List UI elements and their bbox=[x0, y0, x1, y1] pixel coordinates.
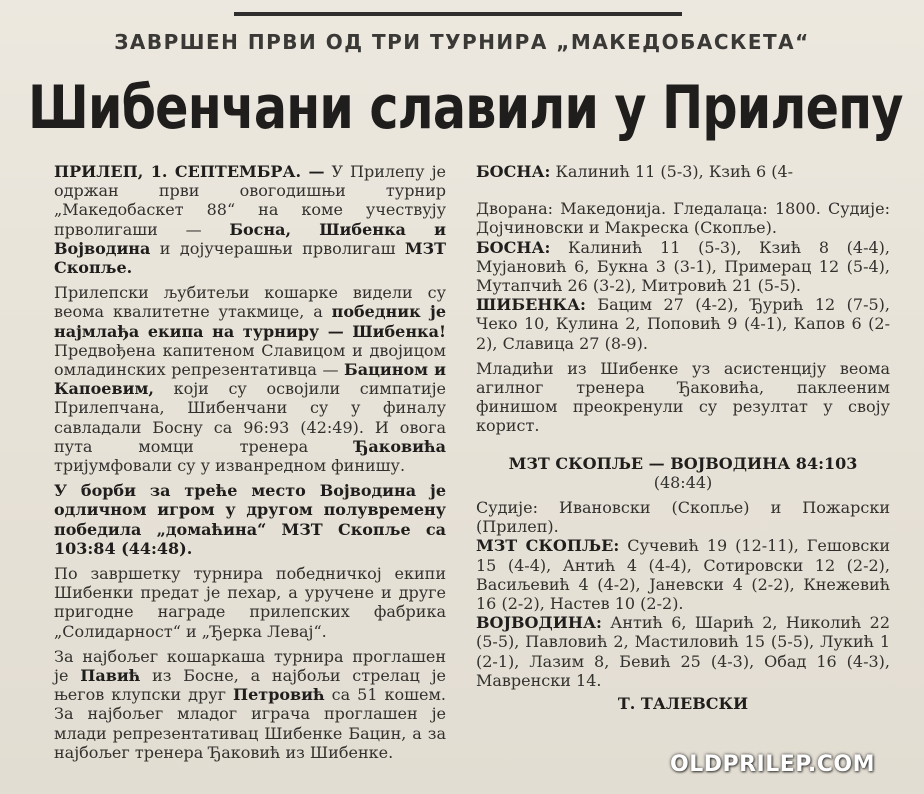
paragraph-final bbox=[54, 283, 446, 475]
paragraph-best-players bbox=[54, 647, 446, 762]
final-last: тријумфовали су у изванредном финишу. bbox=[54, 456, 406, 476]
mzt-players: Сучевић 19 (12-11), Гешовски 15 (4-4), Антић 4 (4-4), Сотировски 12 (2-2), Васиљевић 4 (4-2), Јаневски 4 (2-2), Кнежевић 16 (2-2), Настев 10 (2-2). bbox=[476, 536, 891, 614]
box-top-line bbox=[476, 162, 890, 181]
bosna-players: Калинић 11 (5-3), Кзић 8 (4-4), Мујановић 6, Букна 3 (3-1), Примерац 12 (5-4), Мутапчић 26 (3-2), Митровић 21 (5-5). bbox=[476, 237, 890, 296]
sibenka-team: ШИБЕНКА: bbox=[476, 295, 586, 315]
paragraph-third-place: У борби за треће место Војводина је одличном игром у другом полувремену победила „домаћина“ МЗТ Скопље са 103:84 (44:48). bbox=[54, 481, 446, 558]
bosna-team: БОСНА: bbox=[476, 237, 551, 257]
final-winner: победник је најмлађа екипа на турниру — Шибенка! bbox=[54, 302, 446, 341]
venue-info: Дворана: Македонија. Гледалаца: 1800. Судије: Дојчиновски и Макреска (Скопље). bbox=[476, 199, 890, 238]
right-column bbox=[476, 162, 890, 713]
final-coach: Ђаковића bbox=[354, 436, 446, 456]
box-bosna bbox=[476, 238, 890, 296]
box-mzt bbox=[476, 536, 890, 613]
sibenka-players: Бацим 27 (4-2), Ђурић 12 (7-5), Чеко 10, Кулина 2, Поповић 9 (4-1), Капов 6 (2-2), Славица 27 (8-9). bbox=[476, 295, 890, 353]
box-sibenka bbox=[476, 295, 890, 353]
game1-note: Младићи из Шибенке уз асистенцију веома агилног тренера Ђаковића, паклееним финишом преокренули су резултат у своју корист. bbox=[476, 358, 890, 436]
intro-teams: Босна, Шибенка и Војводина bbox=[54, 219, 446, 258]
best-c: из Босне, а најбољи стрелац је његов клупски друг bbox=[54, 666, 447, 705]
article-headline: Шибенчани славили у Прилепу bbox=[28, 73, 903, 143]
left-column bbox=[54, 162, 446, 762]
dateline: ПРИЛЕП, 1. СЕПТЕМБРА. — bbox=[54, 162, 325, 181]
byline: Т. ТАЛЕВСКИ bbox=[617, 694, 749, 714]
box-vojvodina bbox=[476, 613, 890, 690]
top-rule bbox=[234, 12, 682, 16]
best-e: са 51 кошем. За најбољег младог играча проглашен је млади репрезентативац Шибенке Бацин, а за најбољег тренера Ђаковић из Шибенке. bbox=[54, 685, 447, 762]
paragraph-intro bbox=[54, 162, 446, 277]
best-a: За најбољег кошаркаша турнира проглашен је bbox=[54, 646, 446, 686]
game2-halftime: (48:44) bbox=[653, 472, 713, 492]
top-rest: Калинић 11 (5-3), Кзић 6 (4- bbox=[550, 162, 794, 181]
intro-team4: МЗТ Скопље. bbox=[54, 238, 446, 278]
best-player: Павић bbox=[80, 666, 141, 686]
site-watermark: OLDPRILEP.COM bbox=[670, 752, 875, 777]
final-end: који су освојили симпатије Прилепчана, Шибенчани су у финалу савладали Босну са 96:93 (42:49). И овога пута момци тренера bbox=[54, 379, 446, 456]
mzt-team: МЗТ СКОПЉЕ: bbox=[476, 536, 620, 556]
final-rest: Предвођена капитеном Славицом и двојицом омладинских репрезентативца — bbox=[54, 340, 446, 380]
intro-text: У Прилепу је одржан први овогодишњи турнир „Македобаскет 88“ на коме учествују прволигаши — bbox=[54, 162, 446, 239]
paragraph-awards: По завршетку турнира победничкој екипи Шибенки предат је пехар, а уручене и друге пригодне награде прилепских фабрика „Солидарност“ и „Ђерка Левај“. bbox=[54, 564, 446, 641]
final-players: Бацином и Капоевим, bbox=[54, 360, 446, 399]
vojvodina-players: Антић 6, Шарић 2, Николић 22 (5-5), Павловић 2, Мастиловић 15 (5-5), Лукић 1 (2-1), Лазим 8, Бевић 25 (4-3), Обад 16 (4-3), Мавренски 14. bbox=[476, 613, 890, 690]
intro-mid: и дојучерашњи прволигаш bbox=[150, 238, 405, 258]
game2-title: МЗТ СКОПЉЕ — ВОЈВОДИНА 84:103 bbox=[508, 453, 858, 473]
game2-referees: Судије: Ивановски (Скопље) и Пожарски (Прилеп). bbox=[476, 498, 890, 537]
top-team: БОСНА: bbox=[476, 162, 551, 181]
vojvodina-team: ВОЈВОДИНА: bbox=[476, 613, 602, 633]
final-text: Прилепски љубитељи кошарке видели су веома квалитетне утакмице, а bbox=[54, 283, 446, 322]
best-scorer: Петровић bbox=[232, 685, 325, 705]
article-kicker: ЗАВРШЕН ПРВИ ОД ТРИ ТУРНИРА „МАКЕДОБАСКЕТА“ bbox=[114, 30, 810, 54]
